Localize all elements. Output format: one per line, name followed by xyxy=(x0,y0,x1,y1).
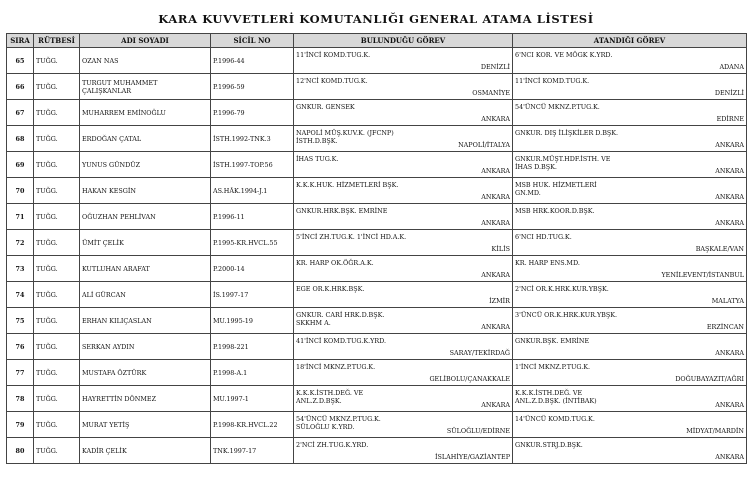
current-post-cell xyxy=(294,360,513,386)
rank: TUĞG. xyxy=(34,152,80,178)
row-number: 67 xyxy=(7,100,34,126)
new-post-cell xyxy=(513,204,747,230)
new-post-unit: MSB HRK.KOOR.D.BŞK. xyxy=(515,207,595,215)
current-post-unit: EGE OR.K.HRK.BŞK. xyxy=(296,285,365,293)
new-post-unit: K.K.K.İSTH.DEĞ. VE ANL.Z.D.BŞK. (İNTİBAK) xyxy=(515,389,597,405)
table-row xyxy=(7,178,747,204)
new-post-location: DOĞUBAYAZIT/AĞRI xyxy=(675,375,744,383)
new-post-cell xyxy=(513,412,747,438)
row-number: 73 xyxy=(7,256,34,282)
table-row xyxy=(7,204,747,230)
new-post-unit: GNKUR.STRJ.D.BŞK. xyxy=(515,441,583,449)
new-post-location: ANKARA xyxy=(715,193,744,201)
rank: TUĞG. xyxy=(34,178,80,204)
new-post-cell xyxy=(513,438,747,464)
new-post-cell xyxy=(513,126,747,152)
new-post-unit: 3'ÜNCÜ OR.K.HRK.KUR.YBŞK. xyxy=(515,311,618,319)
new-post-unit: 54'ÜNCÜ MKNZ.P.TUG.K. xyxy=(515,103,600,111)
row-number: 69 xyxy=(7,152,34,178)
row-number: 77 xyxy=(7,360,34,386)
appointment-table xyxy=(6,33,747,464)
row-number: 66 xyxy=(7,74,34,100)
current-post-unit: K.K.K.HUK. HİZMETLERİ BŞK. xyxy=(296,181,399,189)
current-post-location: İZMİR xyxy=(489,297,510,305)
table-row xyxy=(7,74,747,100)
current-post-location: DENİZLİ xyxy=(480,63,510,71)
current-post-unit: 11'İNCİ KOMD.TUG.K. xyxy=(296,51,371,59)
current-post-location: GELİBOLU/ÇANAKKALE xyxy=(429,375,510,383)
rank: TUĞG. xyxy=(34,308,80,334)
current-post-location: İSLAHİYE/GAZİANTEP xyxy=(434,453,510,461)
row-number: 65 xyxy=(7,48,34,74)
registry-number: MU.1995-19 xyxy=(211,308,294,334)
new-post-unit: GNKUR. DIŞ İLİŞKİLER D.BŞK. xyxy=(515,129,619,137)
table-row xyxy=(7,412,747,438)
new-post-unit: 2'NCİ OR.K.HRK.KUR.YBŞK. xyxy=(515,285,609,293)
header-rutbe: RÜTBESİ xyxy=(34,34,80,48)
full-name: HAYRETTİN DÖNMEZ xyxy=(80,386,211,412)
new-post-unit: 6'NCI KOR. VE MÖGK K.YRD. xyxy=(515,51,613,59)
table-row xyxy=(7,282,747,308)
table-row xyxy=(7,48,747,74)
registry-number: İS.1997-17 xyxy=(211,282,294,308)
full-name: KADİR ÇELİK xyxy=(80,438,211,464)
current-post-cell xyxy=(294,100,513,126)
full-name: TURGUT MUHAMMET ÇALIŞKANLAR xyxy=(80,74,211,100)
current-post-location: ANKARA xyxy=(481,193,510,201)
new-post-cell xyxy=(513,74,747,100)
new-post-cell xyxy=(513,48,747,74)
current-post-location: ANKARA xyxy=(481,167,510,175)
header-sira: SIRA xyxy=(7,34,34,48)
current-post-unit: 41'İNCİ KOMD.TUG.K.YRD. xyxy=(296,337,387,345)
row-number: 79 xyxy=(7,412,34,438)
current-post-location: SARAY/TEKİRDAĞ xyxy=(449,349,510,357)
registry-number: İSTH.1997-TOP.56 xyxy=(211,152,294,178)
current-post-cell xyxy=(294,74,513,100)
registry-number: MU.1997-1 xyxy=(211,386,294,412)
full-name: HAKAN KESGİN xyxy=(80,178,211,204)
new-post-location: ERZİNCAN xyxy=(706,323,744,331)
current-post-unit: 2'NCİ ZH.TUG.K.YRD. xyxy=(296,441,369,449)
rank: TUĞG. xyxy=(34,412,80,438)
table-row xyxy=(7,256,747,282)
new-post-cell xyxy=(513,308,747,334)
registry-number: P.1996-59 xyxy=(211,74,294,100)
new-post-unit: KR. HARP ENS.MD. xyxy=(515,259,580,267)
row-number: 68 xyxy=(7,126,34,152)
current-post-location: ANKARA xyxy=(481,219,510,227)
current-post-cell xyxy=(294,386,513,412)
current-post-unit: KR. HARP OK.ÖĞR.A.K. xyxy=(296,259,374,267)
row-number: 70 xyxy=(7,178,34,204)
rank: TUĞG. xyxy=(34,386,80,412)
current-post-cell xyxy=(294,204,513,230)
current-post-cell xyxy=(294,230,513,256)
full-name: KUTLUHAN ARAFAT xyxy=(80,256,211,282)
registry-number: AS.HÂK.1994-J.1 xyxy=(211,178,294,204)
row-number: 76 xyxy=(7,334,34,360)
rank: TUĞG. xyxy=(34,204,80,230)
table-row xyxy=(7,386,747,412)
row-number: 74 xyxy=(7,282,34,308)
rank: TUĞG. xyxy=(34,100,80,126)
table-row xyxy=(7,100,747,126)
full-name: OĞUZHAN PEHLİVAN xyxy=(80,204,211,230)
new-post-location: MALATYA xyxy=(711,297,744,305)
current-post-cell xyxy=(294,48,513,74)
header-bulundugu-gorev: BULUNDUĞU GÖREV xyxy=(294,34,513,48)
new-post-location: ANKARA xyxy=(715,141,744,149)
full-name: ERHAN KILIÇASLAN xyxy=(80,308,211,334)
header-atandigi-gorev: ATANDIĞI GÖREV xyxy=(513,34,747,48)
new-post-cell xyxy=(513,178,747,204)
registry-number: P.1998-A.1 xyxy=(211,360,294,386)
current-post-location: SÜLOĞLU/EDİRNE xyxy=(446,427,510,435)
new-post-cell xyxy=(513,230,747,256)
registry-number: İSTH.1992-TNK.3 xyxy=(211,126,294,152)
new-post-location: ANKARA xyxy=(715,167,744,175)
full-name: MUSTAFA ÖZTÜRK xyxy=(80,360,211,386)
registry-number: P.1996-11 xyxy=(211,204,294,230)
new-post-unit: 1'İNCİ MKNZ.P.TUG.K. xyxy=(515,363,591,371)
current-post-unit: 54'ÜNCÜ MKNZ.P.TUG.K. SÜLOĞLU K.YRD. xyxy=(296,415,381,431)
current-post-location: KİLİS xyxy=(491,245,510,253)
new-post-location: ANKARA xyxy=(715,453,744,461)
current-post-location: OSMANİYE xyxy=(472,89,510,97)
current-post-location: ANKARA xyxy=(481,115,510,123)
current-post-cell xyxy=(294,152,513,178)
new-post-unit: GNKUR.MÜŞT.HDF.İSTH. VE İHAS D.BŞK. xyxy=(515,155,611,171)
current-post-unit: 5'İNCİ ZH.TUG.K. 1'İNCİ HD.A.K. xyxy=(296,233,407,241)
rank: TUĞG. xyxy=(34,282,80,308)
rank: TUĞG. xyxy=(34,48,80,74)
new-post-cell xyxy=(513,360,747,386)
current-post-cell xyxy=(294,282,513,308)
row-number: 75 xyxy=(7,308,34,334)
current-post-cell xyxy=(294,412,513,438)
full-name: SERKAN AYDIN xyxy=(80,334,211,360)
new-post-cell xyxy=(513,334,747,360)
full-name: ÜMİT ÇELİK xyxy=(80,230,211,256)
new-post-unit: GNKUR.BŞK. EMRİNE xyxy=(515,337,590,345)
full-name: ALİ GÜRCAN xyxy=(80,282,211,308)
current-post-unit: NAPOLİ MÜŞ.KUV.K. (JFCNP) İSTH.D.BŞK. xyxy=(296,129,394,145)
registry-number: P.1998-KR.HVCL.22 xyxy=(211,412,294,438)
current-post-cell xyxy=(294,256,513,282)
new-post-unit: 6'NCI HD.TUG.K. xyxy=(515,233,572,241)
table-row xyxy=(7,230,747,256)
rank: TUĞG. xyxy=(34,438,80,464)
current-post-unit: K.K.K.İSTH.DEĞ. VE ANL.Z.D.BŞK. xyxy=(296,389,364,405)
registry-number: P.1996-79 xyxy=(211,100,294,126)
new-post-location: ANKARA xyxy=(715,349,744,357)
registry-number: P.1998-221 xyxy=(211,334,294,360)
full-name: OZAN NAS xyxy=(80,48,211,74)
header-sicil-no: SİCİL NO xyxy=(211,34,294,48)
new-post-unit: 11'İNCİ KOMD.TUG.K. xyxy=(515,77,590,85)
row-number: 80 xyxy=(7,438,34,464)
row-number: 78 xyxy=(7,386,34,412)
new-post-location: DENİZLİ xyxy=(714,89,744,97)
rank: TUĞG. xyxy=(34,74,80,100)
new-post-location: ANKARA xyxy=(715,401,744,409)
registry-number: TNK.1997-17 xyxy=(211,438,294,464)
rank: TUĞG. xyxy=(34,334,80,360)
rank: TUĞG. xyxy=(34,360,80,386)
registry-number: P.1996-44 xyxy=(211,48,294,74)
new-post-location: BAŞKALE/VAN xyxy=(695,245,744,253)
new-post-unit: MSB HUK. HİZMETLERİ GN.MD. xyxy=(515,181,597,197)
current-post-unit: GNKUR. GENSEK xyxy=(296,103,355,111)
registry-number: P.1995-KR.HVCL.55 xyxy=(211,230,294,256)
new-post-location: ANKARA xyxy=(715,219,744,227)
new-post-location: EDİRNE xyxy=(716,115,744,123)
current-post-cell xyxy=(294,126,513,152)
page-title: KARA KUVVETLERİ KOMUTANLIĞI GENERAL ATAMA LİSTESİ xyxy=(158,12,594,26)
new-post-cell xyxy=(513,256,747,282)
current-post-cell xyxy=(294,178,513,204)
current-post-cell xyxy=(294,308,513,334)
current-post-location: ANKARA xyxy=(481,271,510,279)
row-number: 72 xyxy=(7,230,34,256)
table-row xyxy=(7,438,747,464)
new-post-location: ADANA xyxy=(719,63,744,71)
current-post-location: ANKARA xyxy=(481,401,510,409)
new-post-unit: 14'ÜNCÜ KOMD.TUG.K. xyxy=(515,415,595,423)
table-row xyxy=(7,334,747,360)
current-post-unit: 12'NCİ KOMD.TUG.K. xyxy=(296,77,368,85)
new-post-location: YENİLEVENT/İSTANBUL xyxy=(661,271,744,279)
full-name: ERDOĞAN ÇATAL xyxy=(80,126,211,152)
current-post-location: ANKARA xyxy=(481,323,510,331)
table-body xyxy=(7,48,747,464)
table-row xyxy=(7,360,747,386)
new-post-cell xyxy=(513,100,747,126)
full-name: MURAT YETİŞ xyxy=(80,412,211,438)
full-name: MUHARREM EMİNOĞLU xyxy=(80,100,211,126)
header-ad-soyad: ADI SOYADI xyxy=(80,34,211,48)
table-row xyxy=(7,308,747,334)
current-post-location: NAPOLİ/İTALYA xyxy=(458,141,510,149)
new-post-cell xyxy=(513,386,747,412)
table-row xyxy=(7,152,747,178)
new-post-cell xyxy=(513,152,747,178)
table-header xyxy=(7,34,747,48)
new-post-cell xyxy=(513,282,747,308)
rank: TUĞG. xyxy=(34,256,80,282)
registry-number: P.2000-14 xyxy=(211,256,294,282)
current-post-unit: 18'İNCİ MKNZ.P.TUG.K. xyxy=(296,363,376,371)
row-number: 71 xyxy=(7,204,34,230)
current-post-unit: GNKUR.HRK.BŞK. EMRİNE xyxy=(296,207,388,215)
rank: TUĞG. xyxy=(34,230,80,256)
current-post-unit: İHAS TUG.K. xyxy=(296,155,339,163)
new-post-location: MİDYAT/MARDİN xyxy=(686,427,744,435)
full-name: YUNUS GÜNDÜZ xyxy=(80,152,211,178)
current-post-unit: GNKUR. CARİ HRK.D.BŞK. SKKHM A. xyxy=(296,311,385,327)
rank: TUĞG. xyxy=(34,126,80,152)
current-post-cell xyxy=(294,438,513,464)
current-post-cell xyxy=(294,334,513,360)
table-row xyxy=(7,126,747,152)
